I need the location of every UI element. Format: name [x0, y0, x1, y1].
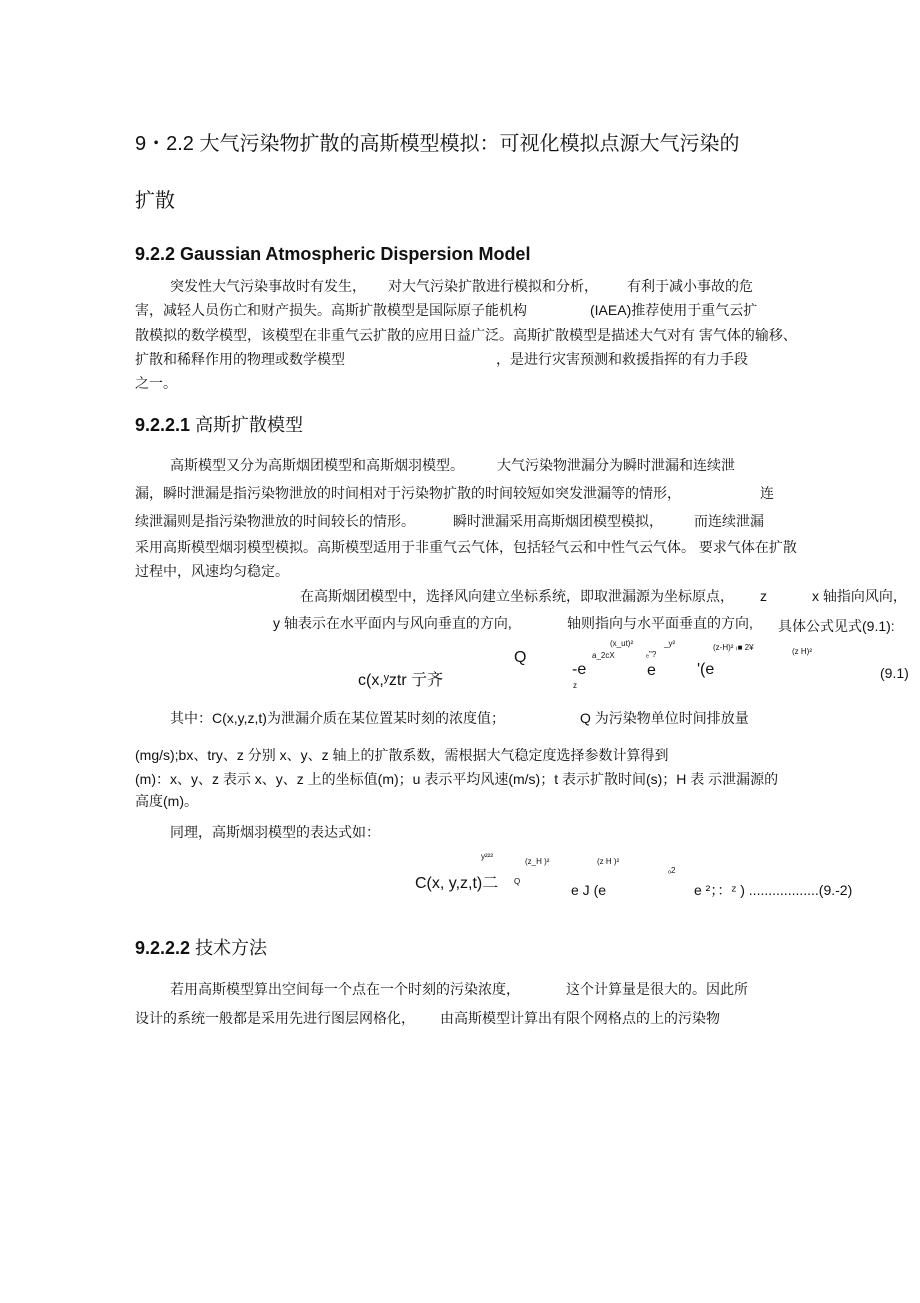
para-text: 瞬时泄漏采用高斯烟团模型模拟， — [453, 513, 663, 529]
where-text: 其中：C(x,y,z,t)为泄漏介质在某位置某时刻的浓度值； — [170, 710, 505, 726]
formula-number: (9.1) — [880, 665, 909, 681]
para-text: x 轴指向风向， — [812, 588, 907, 604]
para-text: 具体公式见式(9.1): — [778, 618, 895, 634]
vars-text: (m)：x、y、z 表示 x、y、z 上的坐标值(m)；u 表示平均风速(m/s)；t 表示扩散时间(s)；H 表 示泄漏源的 — [135, 771, 779, 787]
title-line-1: 9・2.2 大气污染物扩散的高斯模型模拟：可视化模拟点源大气污染的 — [135, 133, 740, 155]
formula-term: e ²；：ᶻ ) ..................(9.-2) — [694, 882, 853, 898]
formula-q: Q — [514, 877, 521, 886]
intro-text: ，是进行灾害预测和救援指挥的有力手段 — [496, 351, 748, 367]
para-text: 漏，瞬时泄漏是指污染物泄放的时间相对于污染物扩散的时间较短如突发泄漏等的情形， — [135, 485, 681, 501]
section-number: 9.2.2.2 — [135, 938, 191, 958]
para-text: z — [760, 588, 767, 604]
formula-term: '(e — [697, 661, 715, 678]
para-text: 这个计算量是很大的。因此所 — [566, 981, 748, 997]
formula-sup: (z H )² — [597, 857, 620, 866]
para-text: 设计的系统一般都是采用先进行图层网格化， — [135, 1010, 415, 1026]
para-text: 由高斯模型计算出有限个网格点的上的污染物 — [440, 1010, 720, 1026]
formula-sup: _y² — [664, 639, 676, 648]
formula-sup: a_2cX — [592, 651, 615, 660]
formula-sup: ₑ"? — [646, 650, 657, 659]
section-title: 技术方法 — [195, 938, 268, 958]
para-text: 过程中，风速均匀稳定。 — [135, 563, 289, 579]
para-text: y 轴表示在水平面内与风向垂直的方向, — [273, 615, 512, 631]
formula-lhs: c(x,ʸztr 亍齐 — [358, 672, 444, 689]
formula-sup: (z_H )² — [525, 857, 550, 866]
vars-text: (mg/s);bx、try、z 分别 x、y、z 轴上的扩散系数，需根据大气稳定度选择参数计算得到 — [135, 747, 669, 763]
formula-term: e — [647, 662, 656, 679]
intro-text: 害，减轻人员伤亡和财产损失。高斯扩散模型是国际原子能机构 — [135, 302, 527, 318]
formula-sup: y²²² — [481, 852, 493, 861]
para-text: 连 — [760, 485, 774, 501]
section-heading-2 — [135, 937, 267, 959]
formula-term: -e — [572, 661, 587, 678]
para-text: 大气污染物泄漏分为瞬时泄漏和连续泄 — [497, 457, 735, 473]
para-text: 而连续泄漏 — [694, 513, 764, 529]
formula-sup: (x_ut)² — [610, 639, 634, 648]
para-text: 若用高斯模型算出空间每一个点在一个时刻的污染浓度， — [170, 981, 520, 997]
intro-text: 散模拟的数学模型，该模型在非重气云扩散的应用日益广泛。高斯扩散模型是描述大气对有 害气体的输移、 — [135, 327, 797, 343]
section-title: 高斯扩散模型 — [195, 415, 304, 435]
formula-term: e J (e — [571, 882, 607, 898]
intro-text: (IAEA)推荐使用于重气云扩 — [590, 302, 758, 318]
section-heading-1 — [135, 414, 303, 436]
formula-sup: (z-H)² ₍■ 2¥ — [713, 643, 754, 652]
vars-text: 高度(m)。 — [135, 793, 198, 809]
formula-sub: z — [573, 681, 577, 690]
formula-sup: (z H)² — [792, 647, 812, 656]
para-text: 续泄漏则是指污染物泄放的时间较长的情形。 — [135, 513, 415, 529]
section-number: 9.2.2.1 — [135, 415, 191, 435]
para-text: 采用高斯模型烟羽模型模拟。高斯模型适用于非重气云气体，包括轻气云和中性气云气体。 要求气体在扩散 — [135, 539, 797, 555]
intro-text: 突发性大气污染事故时有发生， — [170, 278, 366, 294]
intro-text: 之一。 — [135, 375, 177, 391]
english-heading: 9.2.2 Gaussian Atmospheric Dispersion Model — [135, 244, 531, 264]
formula-sup: ₒ2 — [668, 866, 676, 875]
title-line-2: 扩散 — [135, 190, 175, 212]
formula-lhs: C(x, y,z,t)二 — [415, 875, 499, 892]
intro-text: 对大气污染扩散进行模拟和分析， — [388, 278, 598, 294]
formula-q: Q — [514, 649, 527, 666]
intro-text: 扩散和稀释作用的物理或数学模型 — [135, 351, 345, 367]
para-text: 在高斯烟团模型中，选择风向建立坐标系统，即取泄漏源为坐标原点， — [300, 588, 734, 604]
para-text: 高斯模型又分为高斯烟团模型和高斯烟羽模型。 — [170, 457, 464, 473]
where-text: Q 为污染物单位时间排放量 — [580, 710, 749, 726]
para-text: 轴则指向与水平面垂直的方向, — [567, 615, 753, 631]
intro-text: 有利于减小事故的危 — [627, 278, 753, 294]
plume-intro: 同理，高斯烟羽模型的表达式如： — [170, 824, 380, 840]
